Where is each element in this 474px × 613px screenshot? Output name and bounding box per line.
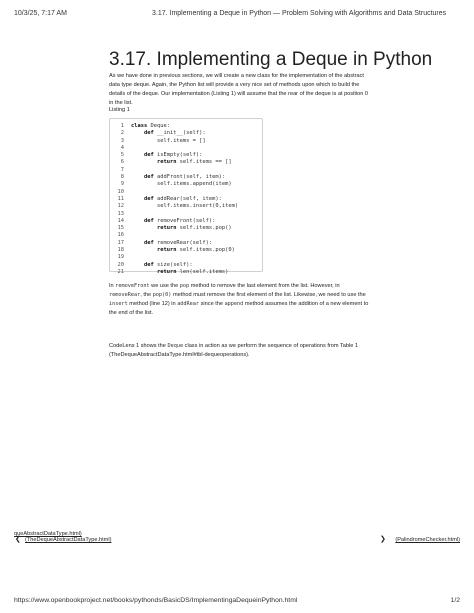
line-number: 6 (120, 159, 124, 166)
line-number: 3 (120, 137, 124, 144)
code-line (110, 211, 262, 218)
code-rest: len(self.items) (176, 268, 229, 275)
code-keyword: return (131, 247, 177, 254)
para-text: In (109, 283, 116, 289)
para-text: method must remove the first element of the list. Likewise, we need to use the (171, 292, 366, 298)
code-listing (109, 118, 263, 275)
inline-code: insert (109, 301, 128, 307)
code-text (124, 269, 228, 276)
code-line (110, 218, 262, 225)
print-timestamp: 10/3/25, 7:17 AM (14, 10, 67, 17)
prev-page-link[interactable]: queAbstractDataType.html) (14, 531, 82, 537)
next-page-link[interactable]: (PalindromeChecker.html) (395, 537, 460, 543)
line-number: 7 (120, 166, 124, 173)
code-line (110, 123, 262, 130)
code-line (110, 247, 262, 254)
inline-code: addRear (177, 301, 200, 307)
prev-page-link-label[interactable]: (TheDequeAbstractDataType.html) (25, 537, 112, 543)
code-line (110, 145, 262, 152)
code-line (110, 225, 262, 232)
chevron-left-icon[interactable]: ❮ (15, 536, 21, 543)
code-line (110, 152, 262, 159)
code-line (110, 181, 262, 188)
line-number: 16 (117, 232, 124, 239)
para-text: method to remove the last element from the list. However, in (189, 283, 340, 289)
code-line (110, 254, 262, 261)
line-number: 18 (117, 247, 124, 254)
page-number: 1/2 (450, 597, 460, 604)
code-rest: self.items.pop() (176, 225, 232, 232)
code-text (124, 211, 131, 218)
line-number: 11 (117, 195, 124, 202)
code-rest: removeFront(self): (153, 217, 216, 224)
line-number: 13 (117, 210, 124, 217)
pop-explanation-paragraph (109, 282, 371, 318)
code-text (124, 247, 235, 254)
line-number: 20 (117, 261, 124, 268)
code-rest: removeRear(self): (153, 239, 213, 246)
code-text (124, 152, 202, 159)
line-number: 12 (117, 203, 124, 210)
code-keyword: class (131, 123, 148, 129)
code-line (110, 240, 262, 247)
code-line (110, 196, 262, 203)
para-text: since the (199, 301, 225, 307)
code-text (124, 240, 212, 247)
line-number: 5 (120, 152, 124, 159)
line-number: 8 (120, 174, 124, 181)
code-keyword: def (131, 174, 154, 181)
code-line (110, 203, 262, 210)
code-rest: self.items.insert(0,item) (131, 203, 239, 210)
code-line (110, 262, 262, 269)
codelens-paragraph (109, 342, 371, 360)
intro-paragraph: As we have done in previous sections, we will create a new class for the implementation of the abstract data type deque. Again, the Python list will provide a very nice set of methods upon which to build the details of the deque. Our implementation (Listing 1) will assume that the rear of the deque is at position 0 in the list. (109, 73, 369, 106)
code-text (124, 138, 206, 145)
page-title: 3.17. Implementing a Deque in Python (109, 49, 433, 70)
code-rest: self.items.pop(0) (176, 247, 235, 254)
print-doc-title: 3.17. Implementing a Deque in Python — Problem Solving with Algorithms and Data Structures (152, 10, 447, 17)
code-text (124, 218, 215, 225)
chevron-right-icon[interactable]: ❯ (380, 536, 386, 543)
line-number: 10 (117, 188, 124, 195)
code-text (124, 130, 206, 137)
line-number: 4 (120, 144, 124, 151)
code-rest: addFront(self, item): (153, 174, 226, 181)
inline-code: pop (179, 283, 190, 289)
code-text (124, 189, 131, 196)
code-text (124, 225, 232, 232)
inline-code: removeRear (109, 292, 141, 298)
code-line (110, 167, 262, 174)
code-text (124, 167, 131, 174)
code-text (124, 203, 238, 210)
line-number: 15 (117, 225, 124, 232)
para-text: CodeLens 1 shows the (109, 343, 168, 349)
code-rest: isEmpty(self): (153, 152, 203, 159)
code-rest: self.items = [] (131, 137, 206, 144)
listing-label: Listing 1 (109, 107, 130, 113)
code-keyword: def (131, 130, 154, 137)
code-rest: size(self): (153, 261, 193, 268)
code-keyword: return (131, 225, 177, 232)
line-number: 1 (120, 123, 124, 129)
footer-url: https://www.openbookproject.net/books/pythonds/BasicDS/ImplementingaDequeinPython.html (14, 597, 298, 604)
para-text: method (line 12) in (127, 301, 178, 307)
line-number: 9 (120, 181, 124, 188)
code-text (124, 232, 131, 239)
para-text: we use the (149, 283, 180, 289)
code-rest: __init__(self): (153, 130, 206, 137)
inline-code: pop(0) (152, 292, 172, 298)
code-line (110, 189, 262, 196)
code-keyword: def (131, 239, 154, 246)
code-line (110, 232, 262, 239)
code-keyword: def (131, 217, 154, 224)
para-text[interactable]: class in action as we perform the sequence of operations from Table 1 (TheDequeAbstractDataType.html#tbl-dequeoperations). (109, 343, 359, 358)
code-line (110, 159, 262, 166)
inline-code: Deque (167, 343, 184, 349)
code-keyword: return (131, 159, 177, 166)
code-line (110, 138, 262, 145)
code-text (124, 196, 222, 203)
code-text (124, 174, 225, 181)
line-number: 21 (117, 268, 124, 275)
code-line (110, 269, 262, 276)
line-number: 17 (117, 239, 124, 246)
code-keyword: def (131, 261, 154, 268)
para-text: , the (140, 292, 153, 298)
code-line (110, 174, 262, 181)
line-number: 14 (117, 217, 124, 224)
code-rest: self.items.append(item) (131, 181, 232, 188)
code-rest: Deque: (147, 123, 170, 129)
code-text (124, 145, 131, 152)
code-line (110, 130, 262, 137)
inline-code: append (224, 301, 244, 307)
line-number: 2 (120, 130, 124, 137)
para-text: method assumes the addition of a new element to the end of the list. (109, 301, 369, 316)
code-text (124, 262, 193, 269)
code-text (124, 254, 131, 261)
code-keyword: def (131, 195, 154, 202)
code-text (124, 123, 170, 130)
code-rest: self.items == [] (176, 159, 232, 166)
code-text (124, 181, 232, 188)
line-number: 19 (117, 254, 124, 261)
code-keyword: def (131, 152, 154, 159)
code-rest: addRear(self, item): (153, 195, 222, 202)
inline-code: removeFront (115, 283, 150, 289)
code-text (124, 159, 232, 166)
code-keyword: return (131, 268, 177, 275)
